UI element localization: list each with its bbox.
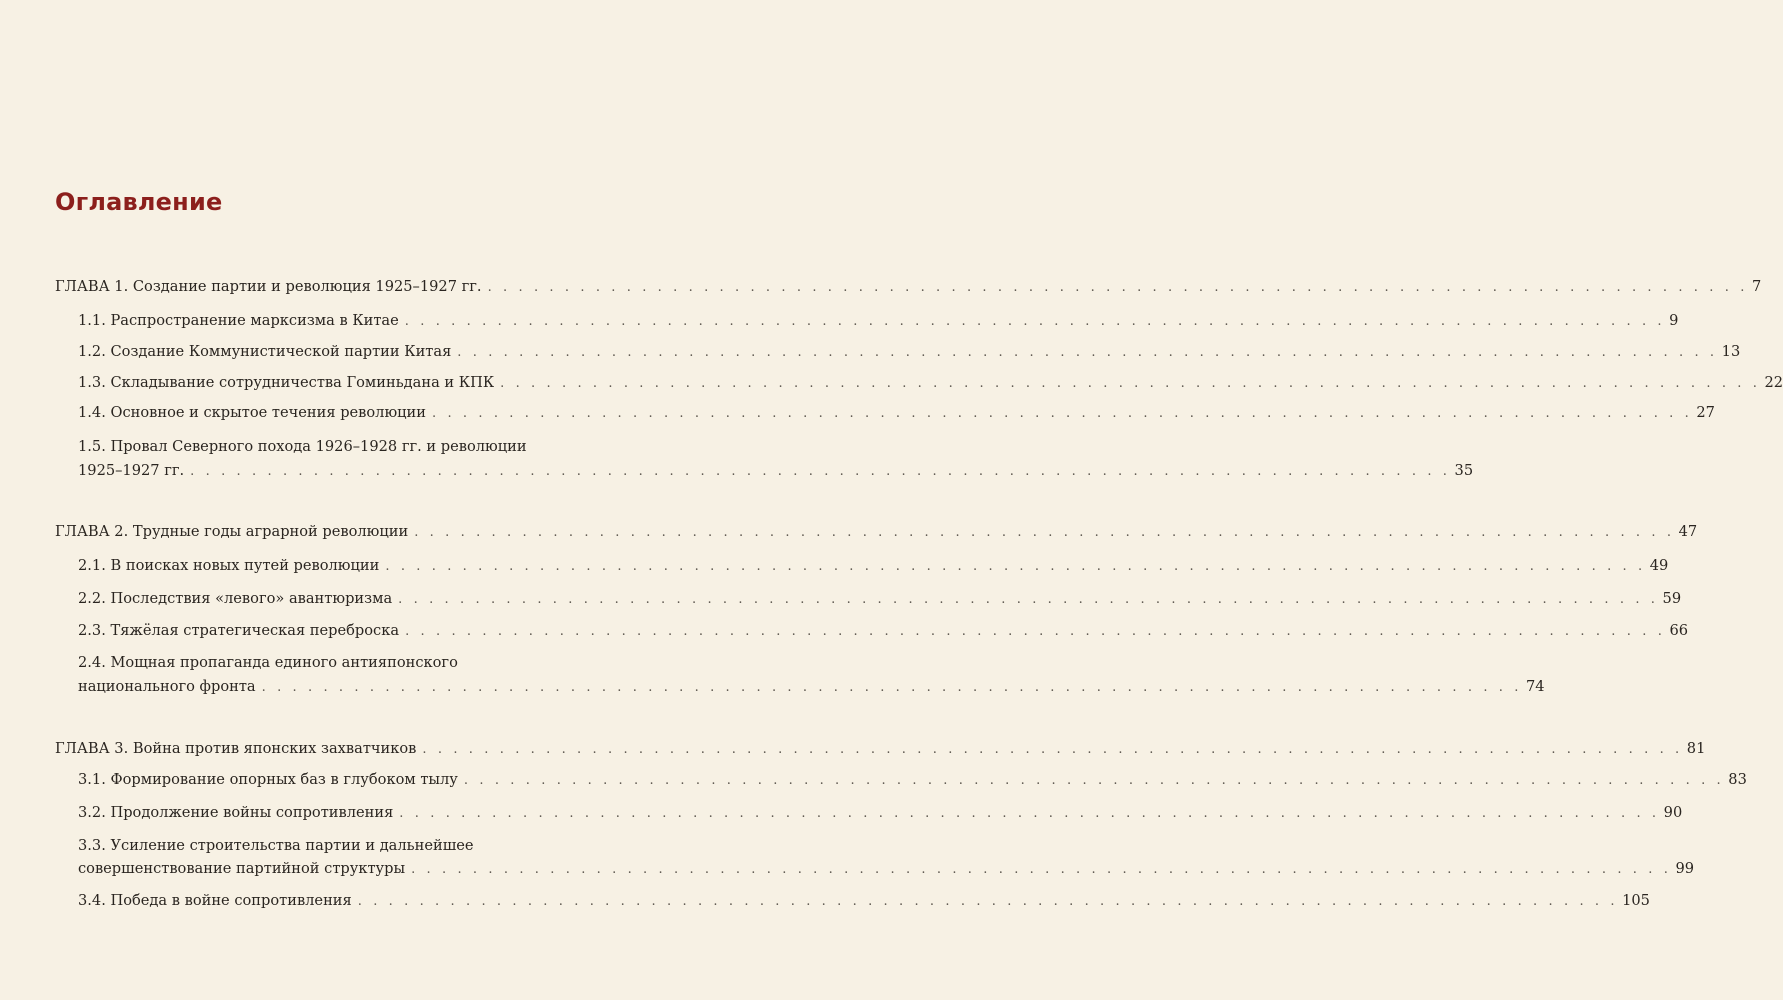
toc-section-1-5[interactable]	[78, 461, 1474, 482]
dot-leader: . . . . . . . . . . . . . . . . . . . . . . . . . . . . . . . . . . . . . . . . . . . . . . . . . . . . . . . . . . . . . . . . . . . . . . . . . . . . . . . . . .	[398, 592, 1659, 607]
dot-leader: . . . . . . . . . . . . . . . . . . . . . . . . . . . . . . . . . . . . . . . . . . . . . . . . . . . . . . . . . . . . . . . . . . . . . . . . . . . . . . . . . .	[385, 559, 1646, 574]
toc-entry-label: 1.4. Основное и скрытое течения революции	[78, 404, 426, 421]
toc-entry-label: 1.3. Складывание сотрудничества Гоминьдана и КПК	[78, 374, 495, 391]
toc-section-2-2[interactable]	[78, 589, 1682, 610]
toc-section-1-3[interactable]	[78, 373, 1783, 394]
toc-page-number: 105	[1622, 892, 1650, 909]
toc-section-1-4[interactable]	[78, 403, 1715, 424]
toc-entry-label: 3.2. Продолжение войны сопротивления	[78, 804, 394, 821]
toc-page-number: 99	[1675, 860, 1695, 877]
toc-page-number: 49	[1649, 557, 1669, 574]
dot-leader: . . . . . . . . . . . . . . . . . . . . . . . . . . . . . . . . . . . . . . . . . . . . . . . . . . . . . . . . . . . . . . . . . . . . . . . . . . . . . . . . . .	[411, 862, 1672, 877]
toc-page-number: 9	[1669, 312, 1679, 329]
toc-entry-label: ГЛАВА 2. Трудные годы аграрной революции	[55, 523, 409, 540]
toc-section-2-1[interactable]	[78, 556, 1669, 577]
dot-leader: . . . . . . . . . . . . . . . . . . . . . . . . . . . . . . . . . . . . . . . . . . . . . . . . . . . . . . . . . . . . . . . . . . . . . . . . . . . . . . . . . .	[190, 464, 1451, 479]
toc-page-number: 74	[1525, 678, 1545, 695]
toc-section-3-2[interactable]	[78, 803, 1683, 824]
toc-entry-label: ГЛАВА 3. Война против японских захватчиков	[55, 740, 417, 757]
toc-entry-label: 3.4. Победа в войне сопротивления	[78, 892, 352, 909]
toc-entry-label: 2.2. Последствия «левого» авантюризма	[78, 590, 393, 607]
dot-leader: . . . . . . . . . . . . . . . . . . . . . . . . . . . . . . . . . . . . . . . . . . . . . . . . . . . . . . . . . . . . . . . . . . . . . . . . . . . . . . . . . .	[414, 525, 1675, 540]
dot-leader: . . . . . . . . . . . . . . . . . . . . . . . . . . . . . . . . . . . . . . . . . . . . . . . . . . . . . . . . . . . . . . . . . . . . . . . . . . . . . . . . . .	[487, 280, 1748, 295]
toc-section-2-4[interactable]	[78, 677, 1545, 698]
toc-chapter-3[interactable]	[55, 739, 1706, 760]
toc-page-number: 22	[1764, 374, 1783, 391]
toc-page-number: 27	[1696, 404, 1715, 421]
dot-leader: . . . . . . . . . . . . . . . . . . . . . . . . . . . . . . . . . . . . . . . . . . . . . . . . . . . . . . . . . . . . . . . . . . . . . . . . . . . . . . . . . .	[399, 806, 1660, 821]
toc-entry-label: 1925–1927 гг.	[78, 462, 185, 479]
toc-section-3-3[interactable]	[78, 859, 1695, 880]
toc-section-1-2[interactable]	[78, 342, 1741, 363]
dot-leader: . . . . . . . . . . . . . . . . . . . . . . . . . . . . . . . . . . . . . . . . . . . . . . . . . . . . . . . . . . . . . . . . . . . . . . . . . . . . . . . . . .	[422, 742, 1683, 757]
toc-section-1-5-line1[interactable]: 1.5. Провал Северного похода 1926–1928 гг. и революции	[78, 438, 527, 455]
dot-leader: . . . . . . . . . . . . . . . . . . . . . . . . . . . . . . . . . . . . . . . . . . . . . . . . . . . . . . . . . . . . . . . . . . . . . . . . . . . . . . . . . .	[357, 894, 1619, 909]
toc-entry-label: 1.1. Распространение марксизма в Китае	[78, 312, 399, 329]
toc-page-number: 81	[1686, 740, 1706, 757]
toc-entry-label: 2.3. Тяжёлая стратегическая переброска	[78, 622, 400, 639]
toc-chapter-1[interactable]	[55, 277, 1762, 298]
toc-entry-label: национального фронта	[78, 678, 256, 695]
toc-section-3-4[interactable]	[78, 891, 1650, 912]
dot-leader: . . . . . . . . . . . . . . . . . . . . . . . . . . . . . . . . . . . . . . . . . . . . . . . . . . . . . . . . . . . . . . . . . . . . . . . . . . . . . . . . . .	[431, 406, 1693, 421]
page-title: Оглавление	[55, 188, 223, 216]
toc-entry-label: 2.1. В поисках новых путей революции	[78, 557, 380, 574]
toc-page-number: 90	[1663, 804, 1683, 821]
toc-entry-label: 3.1. Формирование опорных баз в глубоком тылу	[78, 771, 458, 788]
toc-page-number: 13	[1721, 343, 1741, 360]
toc-page-number: 35	[1454, 462, 1474, 479]
dot-leader: . . . . . . . . . . . . . . . . . . . . . . . . . . . . . . . . . . . . . . . . . . . . . . . . . . . . . . . . . . . . . . . . . . . . . . . . . . . . . . . . . .	[404, 314, 1666, 329]
toc-page-number: 66	[1669, 622, 1689, 639]
toc-section-2-4-line1[interactable]: 2.4. Мощная пропаганда единого антияпонского	[78, 654, 458, 671]
toc-entry-label: совершенствование партийной структуры	[78, 860, 406, 877]
toc-section-3-3-line1[interactable]: 3.3. Усиление строительства партии и дальнейшее	[78, 837, 474, 854]
toc-chapter-2[interactable]	[55, 522, 1698, 543]
dot-leader: . . . . . . . . . . . . . . . . . . . . . . . . . . . . . . . . . . . . . . . . . . . . . . . . . . . . . . . . . . . . . . . . . . . . . . . . . . . . . . . . . .	[500, 376, 1761, 391]
dot-leader: . . . . . . . . . . . . . . . . . . . . . . . . . . . . . . . . . . . . . . . . . . . . . . . . . . . . . . . . . . . . . . . . . . . . . . . . . . . . . . . . . .	[261, 680, 1522, 695]
toc-section-3-1[interactable]	[78, 770, 1747, 791]
toc-page-number: 59	[1662, 590, 1682, 607]
toc-section-2-3[interactable]	[78, 621, 1689, 642]
dot-leader: . . . . . . . . . . . . . . . . . . . . . . . . . . . . . . . . . . . . . . . . . . . . . . . . . . . . . . . . . . . . . . . . . . . . . . . . . . . . . . . . . .	[463, 773, 1725, 788]
toc-section-1-1[interactable]	[78, 311, 1679, 332]
toc-page-number: 83	[1728, 771, 1747, 788]
toc-page-number: 47	[1678, 523, 1698, 540]
dot-leader: . . . . . . . . . . . . . . . . . . . . . . . . . . . . . . . . . . . . . . . . . . . . . . . . . . . . . . . . . . . . . . . . . . . . . . . . . . . . . . . . . .	[405, 624, 1666, 639]
toc-entry-label: 1.2. Создание Коммунистической партии Китая	[78, 343, 452, 360]
toc-page-number: 7	[1751, 278, 1762, 295]
dot-leader: . . . . . . . . . . . . . . . . . . . . . . . . . . . . . . . . . . . . . . . . . . . . . . . . . . . . . . . . . . . . . . . . . . . . . . . . . . . . . . . . . .	[457, 345, 1718, 360]
toc-entry-label: ГЛАВА 1. Создание партии и революция 1925–1927 гг.	[55, 278, 482, 295]
